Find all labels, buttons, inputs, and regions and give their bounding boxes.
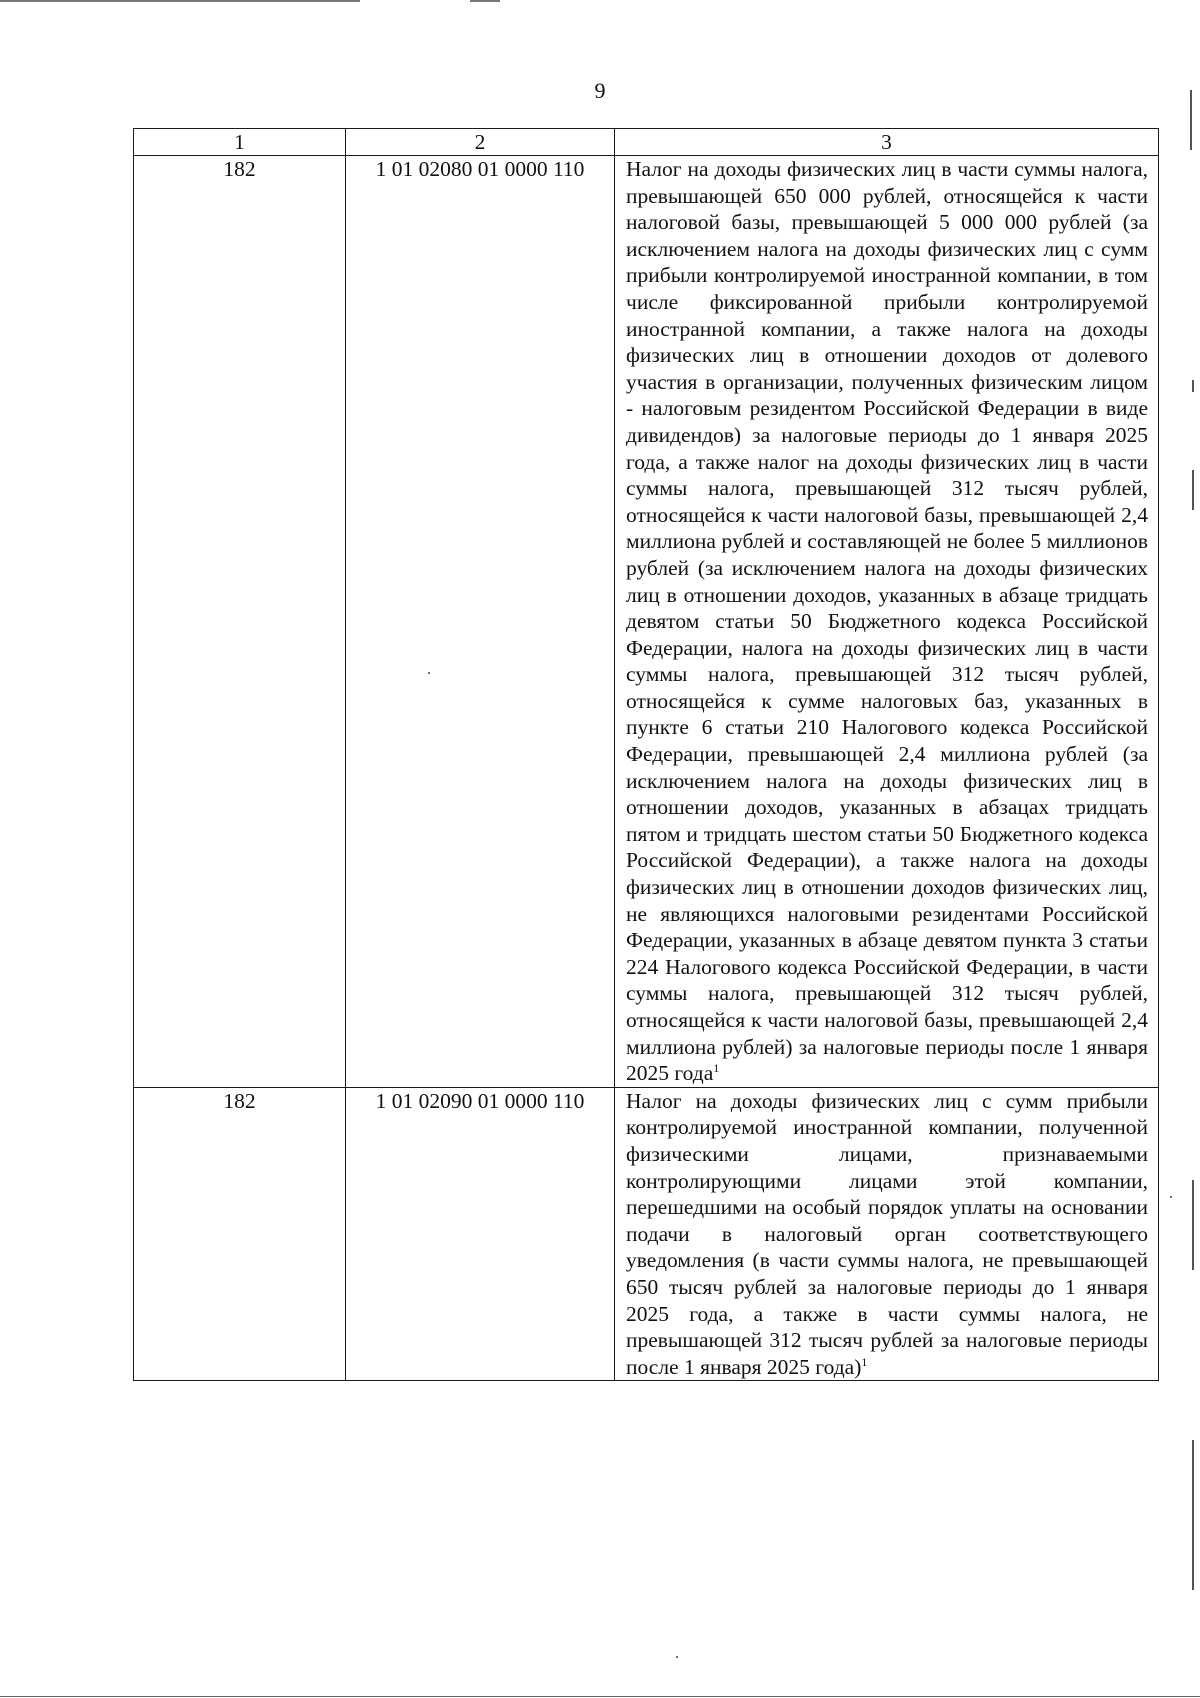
footnote-marker: 1 <box>861 1354 868 1369</box>
revenue-description-text: Налог на доходы физических лиц с сумм прибыли контролируемой иностранной компании, полученной физическими лицами, признаваемыми контролирующими лицами этой компании, перешедшими на особый порядок уплаты на основании подачи в налоговый орган соответствующего уведомления (в части суммы налога, не превышающей 650 тысяч рублей за налоговые периоды до 1 января 2025 года, а также в части суммы налога, не превышающей 312 тысяч рублей за налоговые периоды после 1 января 2025 года) <box>626 1088 1148 1379</box>
administrator-code-cell: 182 <box>134 156 346 1088</box>
page-number: 9 <box>594 78 606 103</box>
table-header-row <box>134 129 1159 156</box>
budget-classification-table <box>133 128 1159 1381</box>
column-header-2: 2 <box>346 129 615 156</box>
table-row <box>134 1087 1159 1381</box>
footnote-marker: 1 <box>713 1061 720 1076</box>
column-header-1: 1 <box>134 129 346 156</box>
administrator-code-cell: 182 <box>134 1087 346 1381</box>
revenue-description-cell <box>615 1087 1159 1381</box>
table-row <box>134 156 1159 1088</box>
revenue-description-cell <box>615 156 1159 1088</box>
revenue-description-text: Налог на доходы физических лиц в части суммы налога, превышающей 650 000 рублей, относящейся к части налоговой базы, превышающей 5 000 000 рублей (за исключением налога на доходы физических лиц с сумм прибыли контролируемой иностранной компании, в том числе фиксированной прибыли контролируемой иностранной компании, а также налога на доходы физических лиц в отношении доходов от долевого участия в организации, полученных физическим лицом - налоговым резидентом Российской Федерации в виде дивидендов) за налоговые периоды до 1 января 2025 года, а также налог на доходы физических лиц в части суммы налога, превышающей 312 тысяч рублей, относящейся к части налоговой базы, превышающей 2,4 миллиона рублей и составляющей не более 5 миллионов рублей (за исключением налога на доходы физических лиц в отношении доходов, указанных в абзаце тридцать девятом статьи 50 Бюджетного кодекса Российской Федерации, налога на доходы физических лиц в части суммы налога, превышающей 312 тысяч рублей, относящейся к сумме налоговых баз, указанных в пункте 6 статьи 210 Налогового кодекса Российской Федерации, превышающей 2,4 миллиона рублей (за исключением налога на доходы физических лиц в отношении доходов, указанных в абзацах тридцать пятом и тридцать шестом статьи 50 Бюджетного кодекса Российской Федерации), а также налога на доходы физических лиц в отношении доходов физических лиц, не являющихся налоговыми резидентами Российской Федерации, указанных в абзаце девятом пункта 3 статьи 224 Налогового кодекса Российской Федерации, в части суммы налога, превышающей 312 тысяч рублей, относящейся к части налоговой базы, превышающей 2,4 миллиона рублей) за налоговые периоды после 1 января 2025 года <box>626 157 1148 1086</box>
column-header-3: 3 <box>615 129 1159 156</box>
budget-classification-code-cell: 1 01 02080 01 0000 110 <box>346 156 615 1088</box>
budget-classification-code-cell: 1 01 02090 01 0000 110 <box>346 1087 615 1381</box>
